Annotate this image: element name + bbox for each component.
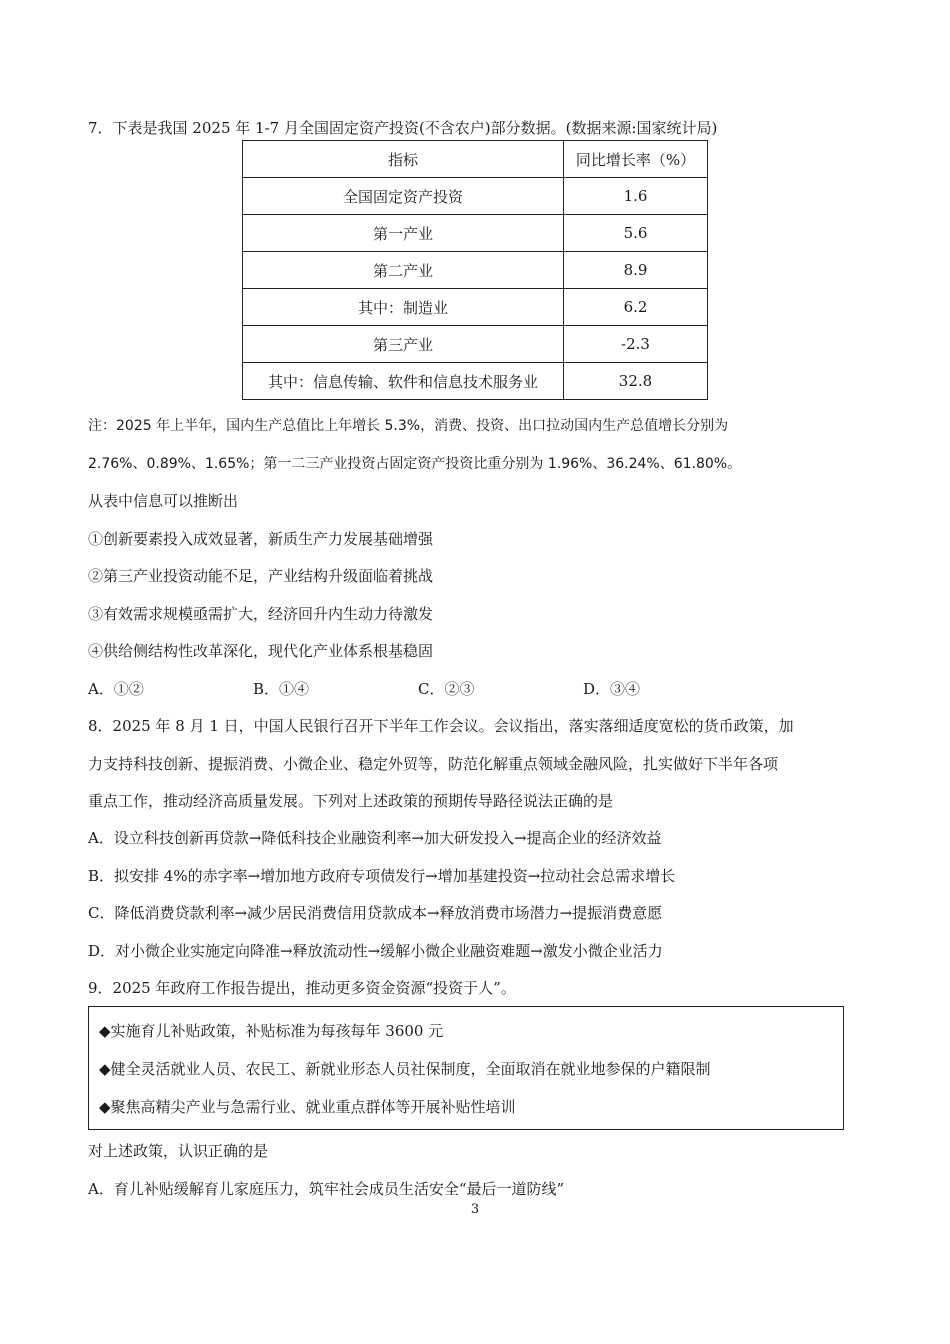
q9-option-a: A．育儿补贴缓解育儿家庭压力，筑牢社会成员生活安全“最后一道防线” [88, 1180, 565, 1198]
q8-stem-line-1: 8．2025 年 8 月 1 日，中国人民银行召开下半年工作会议。会议指出，落实落细适度宽松的货币政策，加 [88, 717, 794, 735]
q9-stem: 9．2025 年政府工作报告提出，推动更多资金资源“投资于人”。 [88, 979, 516, 997]
table-row [243, 215, 708, 252]
q8-stem-line-2: 力支持科技创新、提振消费、小微企业、稳定外贸等，防范化解重点领域金融风险，扎实做好下半年各项 [88, 755, 779, 773]
table-row [243, 178, 708, 215]
table-cell-indicator: 第一产业 [243, 215, 564, 252]
q7-data-table [242, 140, 708, 400]
table-cell-value: 1.6 [564, 178, 708, 215]
table-cell-indicator: 其中：制造业 [243, 289, 564, 326]
q8-option-c: C．降低消费贷款利率→减少居民消费信用贷款成本→释放消费市场潜力→提振消费意愿 [88, 904, 663, 922]
q8-option-b: B．拟安排 4%的赤字率→增加地方政府专项债发行→增加基建投资→拉动社会总需求增长 [88, 867, 676, 885]
table-cell-value: 5.6 [564, 215, 708, 252]
table-row [243, 363, 708, 400]
q9-policy-box [88, 1006, 844, 1130]
table-cell-indicator: 其中：信息传输、软件和信息技术服务业 [243, 363, 564, 400]
q7-statement-3: ③有效需求规模亟需扩大，经济回升内生动力待激发 [88, 605, 434, 623]
table-header-row [243, 141, 708, 178]
q9-box-item-1: ◆实施育儿补贴政策，补贴标准为每孩每年 3600 元 [99, 1022, 444, 1040]
q7-note-line-1: 注：2025 年上半年，国内生产总值比上年增长 5.3%，消费、投资、出口拉动国内生产总值增长分别为 [88, 418, 729, 434]
table-cell-value: 32.8 [564, 363, 708, 400]
table-cell-indicator: 第三产业 [243, 326, 564, 363]
q7-prompt: 从表中信息可以推断出 [88, 492, 239, 510]
q7-choice-a: A．①② [88, 680, 144, 698]
q8-option-a: A．设立科技创新再贷款→降低科技企业融资利率→加大研发投入→提高企业的经济效益 [88, 829, 662, 847]
table-row [243, 289, 708, 326]
table-row [243, 252, 708, 289]
page-number: 3 [470, 1202, 480, 1217]
q7-note-line-2: 2.76%、0.89%、1.65%；第一二三产业投资占固定资产投资比重分别为 1.96%、36.24%、61.80%。 [88, 456, 742, 472]
table-cell-indicator: 第二产业 [243, 252, 564, 289]
table-header-indicator: 指标 [243, 141, 564, 178]
table-header-growth-rate: 同比增长率（%） [564, 141, 708, 178]
q7-statement-1: ①创新要素投入成效显著，新质生产力发展基础增强 [88, 530, 434, 548]
q9-prompt: 对上述政策，认识正确的是 [88, 1142, 269, 1160]
q8-stem-line-3: 重点工作，推动经济高质量发展。下列对上述政策的预期传导路径说法正确的是 [88, 792, 614, 810]
q7-statement-2: ②第三产业投资动能不足，产业结构升级面临着挑战 [88, 567, 434, 585]
q7-choice-b: B．①④ [253, 680, 310, 698]
q7-choice-d: D．③④ [583, 680, 641, 698]
table-cell-value: -2.3 [564, 326, 708, 363]
q7-stem: 7．下表是我国 2025 年 1-7 月全国固定资产投资(不含农户)部分数据。(数据来源:国家统计局) [88, 119, 718, 137]
q7-choice-c: C．②③ [418, 680, 475, 698]
table-cell-value: 8.9 [564, 252, 708, 289]
q9-box-item-2: ◆健全灵活就业人员、农民工、新就业形态人员社保制度，全面取消在就业地参保的户籍限制 [99, 1060, 711, 1078]
q8-option-d: D．对小微企业实施定向降准→释放流动性→缓解小微企业融资难题→激发小微企业活力 [88, 942, 663, 960]
table-cell-value: 6.2 [564, 289, 708, 326]
table-cell-indicator: 全国固定资产投资 [243, 178, 564, 215]
q9-box-item-3: ◆聚焦高精尖产业与急需行业、就业重点群体等开展补贴性培训 [99, 1098, 516, 1116]
q7-statement-4: ④供给侧结构性改革深化，现代化产业体系根基稳固 [88, 642, 434, 660]
table-row [243, 326, 708, 363]
